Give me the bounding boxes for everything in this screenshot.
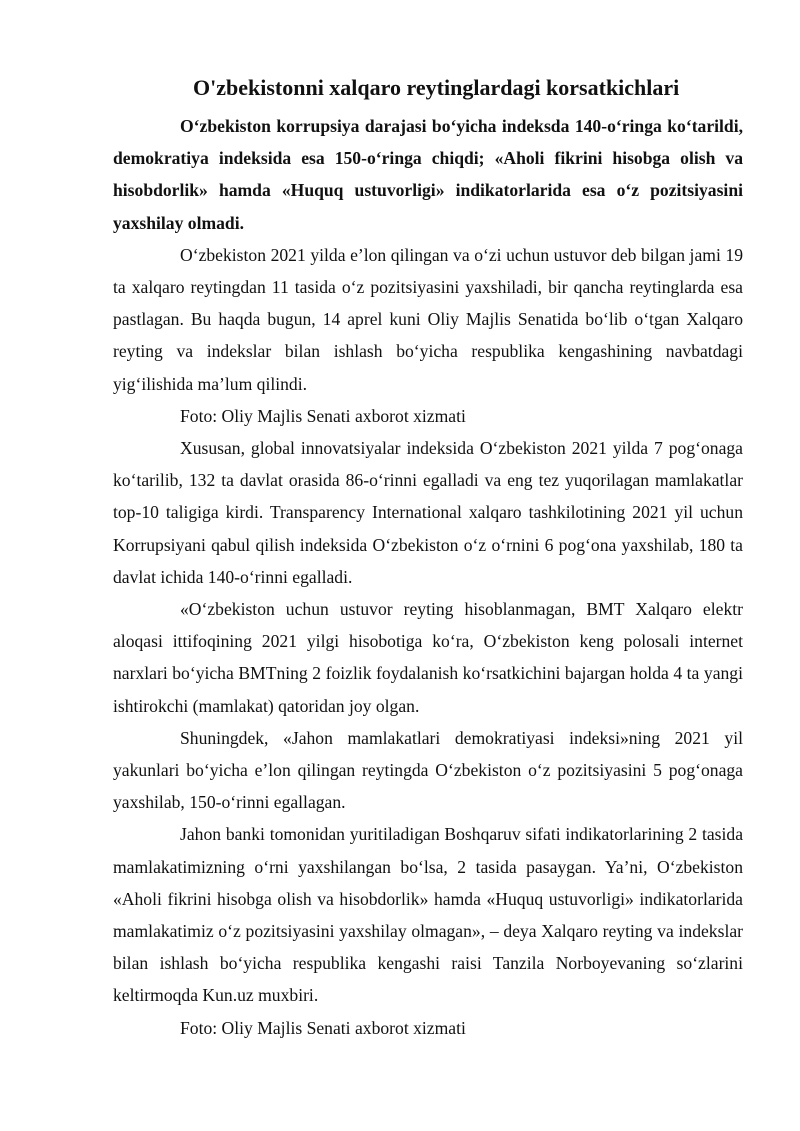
body-paragraph: Shuningdek, «Jahon mamlakatlari demokratiyasi indeksi»ning 2021 yil yakunlari bo‘yicha e’lon qilingan reytingda O‘zbekiston o‘z pozitsiyasini 5 pog‘onaga yaxshilab, 150-o‘rinni egallagan. <box>113 727 743 813</box>
document-page <box>113 72 743 1044</box>
photo-caption: Foto: Oliy Majlis Senati axborot xizmati <box>180 405 466 426</box>
body-paragraph: «O‘zbekiston uchun ustuvor reyting hisoblanmagan, BMT Xalqaro elektr aloqasi ittifoqining 2021 yilgi hisobotiga ko‘ra, O‘zbekiston keng polosali internet narxlari bo‘yicha BMTning 2 foizlik foydalanish ko‘rsatkichini bajargan holda 4 ta yangi ishtirokchi (mamlakat) qatoridan joy olgan. <box>113 599 743 716</box>
lead-paragraph: O‘zbekiston korrupsiya darajasi bo‘yicha indeksda 140-o‘ringa ko‘tarildi, demokratiya indeksida esa 150-o‘ringa chiqdi; «Aholi fikrini hisobga olish va hisobdorlik» hamda «Huquq ustuvorligi» indikatorlarida esa o‘z pozitsiyasini yaxshilay olmadi. <box>113 116 743 233</box>
body-paragraph: Xususan, global innovatsiyalar indeksida O‘zbekiston 2021 yilda 7 pog‘onaga ko‘tarilib, 132 ta davlat orasida 86-o‘rinni egalladi va eng tez yuqorilagan mamlakatlar top-10 taligiga kirdi. Transparency International xalqaro tashkilotining 2021 yil uchun Korrupsiyani qabul qilish indeksida O‘zbekiston o‘z o‘rnini 6 pog‘ona yaxshilab, 180 ta davlat ichida 140-o‘rinni egalladi. <box>113 438 743 587</box>
body-paragraph: O‘zbekiston 2021 yilda e’lon qilingan va o‘zi uchun ustuvor deb bilgan jami 19 ta xalqaro reytingdan 11 tasida o‘z pozitsiyasini yaxshiladi, bir qancha reytinglarda esa pastlagan. Bu haqda bugun, 14 aprel kuni Oliy Majlis Senatida bo‘lib o‘tgan Xalqaro reyting va indekslar bilan ishlash bo‘yicha respublika kengashining navbatdagi yig‘ilishida ma’lum qilindi. <box>113 244 743 394</box>
body-paragraph: Jahon banki tomonidan yuritiladigan Boshqaruv sifati indikatorlarining 2 tasida mamlakatimizning o‘rni yaxshilangan bo‘lsa, 2 tasida pasaygan. Ya’ni, O‘zbekiston «Aholi fikrini hisobga olish va hisobdorlik» hamda «Huquq ustuvorligi» indikatorlarida mamlakatimiz o‘z pozitsiyasini yaxshilay olmagan», – deya Xalqaro reyting va indekslar bilan ishlash bo‘yicha respublika kengashi raisi Tanzila Norboyevaning so‘zlarini keltirmoqda Kun.uz muxbiri. <box>113 824 743 1006</box>
photo-caption: Foto: Oliy Majlis Senati axborot xizmati <box>180 1017 466 1038</box>
document-title: O'zbekistonni xalqaro reytinglardagi korsatkichlari <box>193 75 680 100</box>
